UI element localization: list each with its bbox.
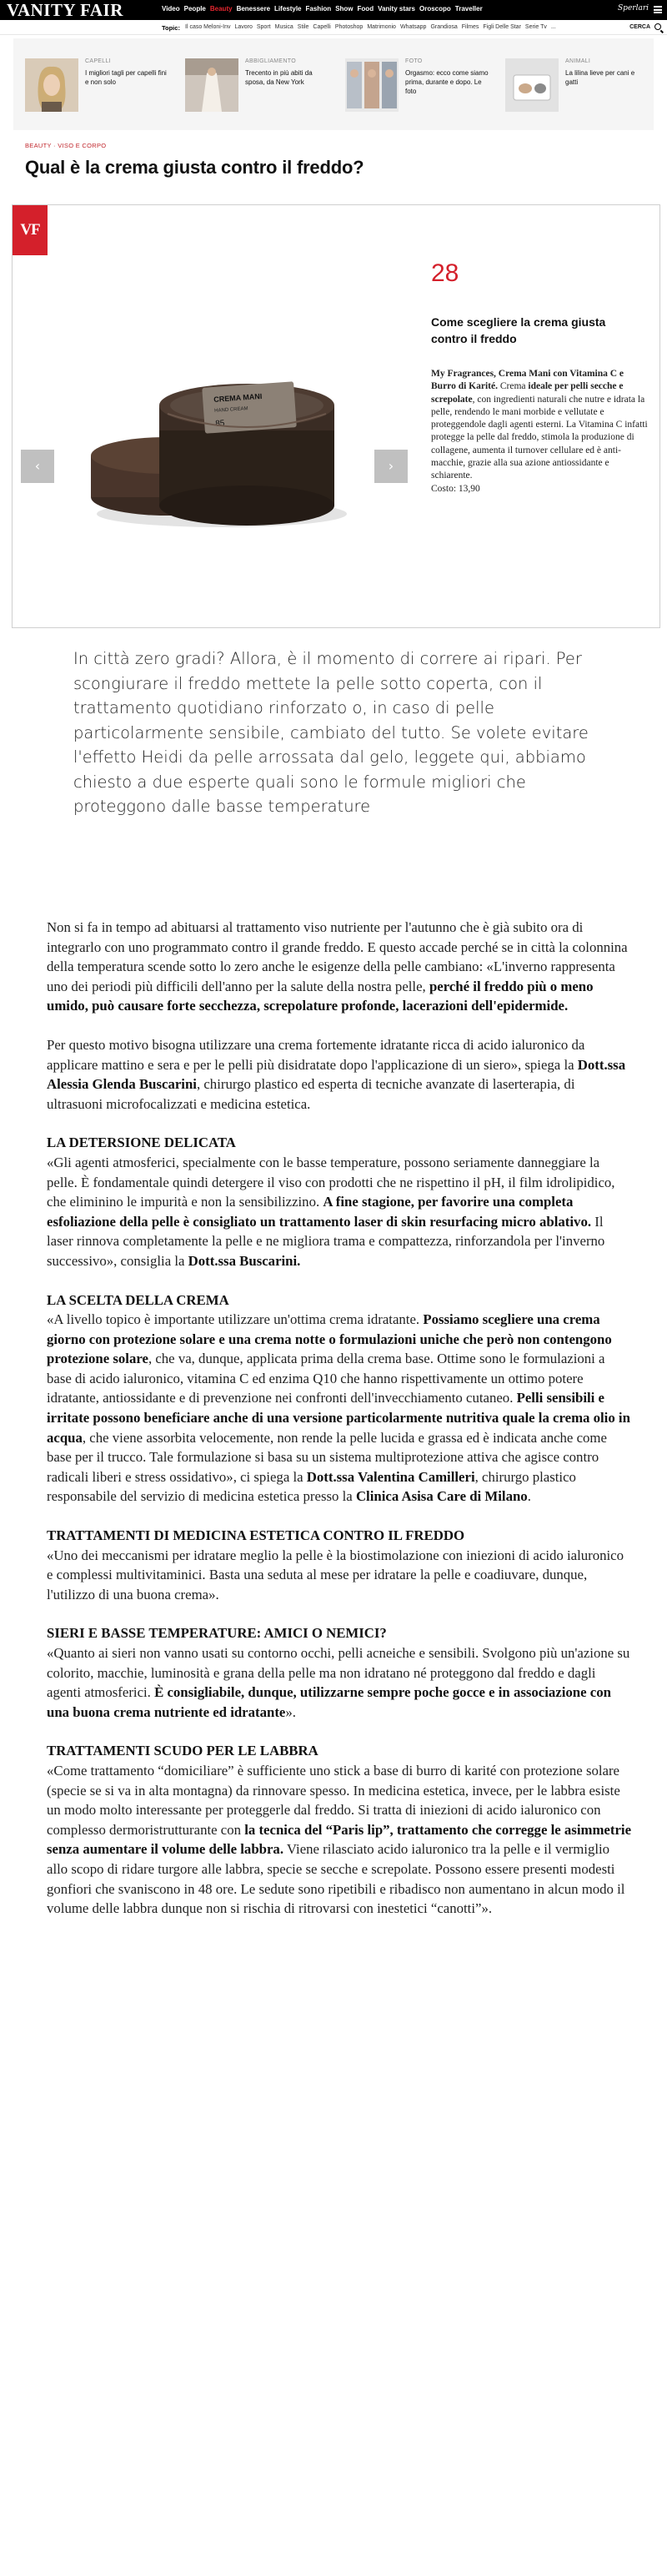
- slide-description: [431, 368, 649, 496]
- site-logo[interactable]: VANITY FAIR: [7, 0, 123, 20]
- topic-link[interactable]: Sport: [256, 24, 271, 30]
- slide-desc-text: , con ingredienti naturali che nutre e idrata la pelle, rendendo le mani morbide e vellutate e proteggendole dagli agenti esterni. La Vitamina C infatti protegge la pelle dal freddo, stimola la produzione di collagene, aumenta il turnover cellulare ed è anti-macchie, grazie alla sua azione antiossidante e schiarente.: [431, 394, 648, 481]
- nav-item-video[interactable]: Video: [162, 5, 180, 13]
- nav-item-beauty[interactable]: Beauty: [209, 5, 233, 13]
- topic-link[interactable]: Il caso Meloni-Inv: [185, 24, 231, 30]
- body-text: .: [527, 1488, 531, 1505]
- gallery-prev-button[interactable]: [21, 450, 54, 483]
- topic-link[interactable]: Grandiosa: [430, 24, 458, 30]
- teaser-category: FOTO: [405, 58, 423, 64]
- body-highlight: Possiamo scegliere una crema giorno con protezione solare e una crema notte o formulazioni uniche che però non contengono protezione solare: [47, 1311, 612, 1367]
- nav-item-benessere[interactable]: Benessere: [236, 5, 271, 13]
- topic-link[interactable]: Photoshop: [334, 24, 364, 30]
- section-heading: LA SCELTA DELLA CREMA: [47, 1291, 229, 1308]
- body-highlight: la tecnica del “Paris lip”, trattamento che corregge le asimmetrie senza aumentare il volume delle labbra.: [47, 1821, 632, 1858]
- breadcrumb[interactable]: BEAUTY · VISO E CORPO: [25, 142, 107, 149]
- topics-list: [185, 24, 556, 30]
- body-paragraph: [47, 1035, 632, 1114]
- section-heading: TRATTAMENTI DI MEDICINA ESTETICA CONTRO IL FREDDO: [47, 1527, 465, 1544]
- body-text: , chirurgo plastico ed esperta di tecniche avanzate di laserterapia, di ultrasuoni microfocalizzati e medicina estetica.: [47, 1076, 575, 1112]
- topic-link[interactable]: Serie Tv: [524, 24, 547, 30]
- body-text: Non si fa in tempo ad abituarsi al trattamento viso nutriente per l'autunno che è già subito ora di integrarlo con uno programmato contro il grande freddo. E questo accade perché se in città la colonnina della temperatura scende sotto lo zero anche le esigenze della pelle cambiano: «L'inverno rappresenta uno dei periodi più difficili dell'anno per la salute della nostra pelle,: [47, 919, 628, 994]
- nav-item-oroscopo[interactable]: Oroscopo: [419, 5, 451, 13]
- hamburger-menu-icon[interactable]: [654, 6, 662, 13]
- product-label-text: 85: [214, 419, 225, 429]
- clinic-name: Clinica Asisa Care di Milano: [355, 1488, 528, 1505]
- teaser-title[interactable]: I migliori tagli per capelli fini e non solo: [85, 69, 167, 86]
- topic-link[interactable]: Musica: [274, 24, 293, 30]
- topics-bar: [0, 20, 667, 35]
- expert-name: Dott.ssa Valentina Camilleri: [306, 1468, 475, 1485]
- nav-item-traveller[interactable]: Traveller: [454, 5, 483, 13]
- topics-label: Topic:: [162, 24, 180, 32]
- slide-title: Come scegliere la crema giusta contro il freddo: [431, 315, 606, 345]
- nav-item-vanity-stars[interactable]: Vanity stars: [378, 5, 415, 13]
- body-text: ».: [285, 1703, 296, 1720]
- teaser-card[interactable]: [13, 57, 173, 112]
- body-text: «Come trattamento “domiciliare” è sufficiente uno stick a base di burro di karité con protezione solare (specie se si va in alta montagna) da rinnovare spesso. In medicina estetica, invece, per le labbra esiste un modo molto interessante per proteggerle dal freddo. Si tratta di iniezioni di acido ialuronico con complesso dermoristrutturante con: [47, 1762, 620, 1838]
- gallery-product-image[interactable]: [43, 247, 409, 597]
- topic-link[interactable]: Matrimonio: [367, 24, 396, 30]
- section-heading: SIERI E BASSE TEMPERATURE: AMICI O NEMICI?: [47, 1625, 387, 1642]
- expert-name: Dott.ssa Buscarini.: [188, 1252, 301, 1269]
- chevron-right-icon: ›: [388, 458, 394, 474]
- body-paragraph: [47, 1643, 632, 1722]
- slide-number: 28: [431, 259, 459, 287]
- teaser-thumbnail[interactable]: [345, 58, 399, 112]
- body-highlight: È consigliabile, dunque, utilizzarne sempre poche gocce e in associazione con una buona crema nutriente ed idratante: [47, 1684, 611, 1720]
- teaser-card[interactable]: [334, 57, 494, 112]
- topic-link[interactable]: Lavoro: [234, 24, 253, 30]
- slide-price: Costo: 13,90: [431, 483, 480, 494]
- teaser-category: ABBIGLIAMENTO: [245, 58, 296, 64]
- body-paragraph: [47, 1153, 632, 1271]
- teaser-title[interactable]: Orgasmo: ecco come siamo prima, durante e dopo. Le foto: [405, 69, 489, 95]
- section-heading: TRATTAMENTI SCUDO PER LE LABBRA: [47, 1743, 318, 1759]
- nav-item-show[interactable]: Show: [335, 5, 354, 13]
- body-text: «A livello topico è importante utilizzare un'ottima crema idratante.: [47, 1311, 424, 1328]
- product-label-text: HAND CREAM: [214, 406, 248, 414]
- article-body: [47, 918, 632, 1938]
- top-nav-bar: [0, 0, 667, 20]
- teaser-category: CAPELLI: [85, 58, 111, 64]
- page-title: Qual è la crema giusta contro il freddo?: [25, 157, 364, 178]
- teaser-category: ANIMALI: [565, 58, 591, 64]
- gallery-next-button[interactable]: [374, 450, 408, 483]
- slide-desc-product: My Fragrances, Crema Mani con Vitamina C e Burro di Karité.: [431, 369, 624, 392]
- body-highlight: Pelli sensibili e irritate possono beneficiare anche di una versione particolarmente nutritiva quale la crema olio in acqua: [47, 1390, 630, 1446]
- body-highlight: perché il freddo più o meno umido, può causare forte secchezza, screpolature profonde, lacerazioni dell'epidermide.: [47, 978, 594, 1014]
- topic-link[interactable]: Whatsapp: [399, 24, 427, 30]
- teaser-thumbnail[interactable]: [25, 58, 78, 112]
- teaser-thumbnail[interactable]: [505, 58, 559, 112]
- nav-item-food[interactable]: Food: [357, 5, 374, 13]
- body-paragraph: [47, 1761, 632, 1919]
- teaser-card[interactable]: [494, 57, 654, 112]
- body-text: «Quanto ai sieri non vanno usati su contorno occhi, pelli acneiche e sensibili. Svolgono più un'azione su colorito, macchie, luminosità e grana della pelle ma non idratano né proteggono dal freddo e dagli agenti atmosferici.: [47, 1645, 630, 1701]
- body-paragraph: «Uno dei meccanismi per idratare meglio la pelle è la biostimolazione con iniezioni di acido ialuronico e complessi multivitaminici. Basta una seduta al mese per idratare la pelle e coadiuvare, dunque, l'utilizzo di una buona crema».: [47, 1547, 624, 1602]
- body-text: «Gli agenti atmosferici, specialmente con le basse temperature, possono seriamente danneggiare la pelle. È fondamentale quindi detergere il viso con prodotti che ne rispettino il pH, il film idrolipidico, che eliminino le impurità e non la sensibilizzino.: [47, 1154, 615, 1210]
- related-teasers-strip: [13, 38, 654, 130]
- product-label-text: CREMA MANI: [213, 391, 263, 404]
- topic-link[interactable]: Stile: [297, 24, 309, 30]
- search-label[interactable]: CERCA: [629, 24, 650, 30]
- nav-item-lifestyle[interactable]: Lifestyle: [274, 5, 302, 13]
- nav-item-people[interactable]: People: [183, 5, 206, 13]
- body-paragraph: [47, 1310, 632, 1507]
- nav-item-fashion[interactable]: Fashion: [305, 5, 332, 13]
- body-text: Viene rilasciato acido ialuronico tra la pelle e il vermiglio allo scopo di ridare turgore alle labbra, specie se secche e screpolate. Possono essere presenti modesti gonfiori che svaniscono in 48 ore. Le sedute sono ripetibili e ribadisco non aumentano in alcun modo il volume delle labbra dunque non si rischia di ritrovarsi con inestetici “canotti”».: [47, 1841, 625, 1917]
- teaser-title[interactable]: Trecento in più abiti da sposa, da New York: [245, 69, 313, 86]
- topic-link[interactable]: Figli Delle Star: [483, 24, 521, 30]
- expert-name: Dott.ssa Alessia Glenda Buscarini: [47, 1056, 626, 1093]
- chevron-left-icon: ‹: [34, 458, 41, 474]
- topic-more[interactable]: ...: [550, 24, 556, 30]
- teaser-title[interactable]: La lilina lieve per cani e gatti: [565, 69, 635, 86]
- teaser-card[interactable]: [173, 57, 334, 112]
- body-text: , che viene assorbita velocemente, non rende la pelle lucida e grassa ed è indicata anche come base per il trucco. Tale formulazione si basa su un sistema multiprotezione attiva che agisce contro radicali liberi e stress ossidativo», ci spiega la: [47, 1429, 607, 1485]
- slide-desc-highlight: ideale per pelli secche e screpolate: [431, 381, 624, 405]
- topic-link[interactable]: Capelli: [313, 24, 331, 30]
- body-text: Il laser rinnova completamente la pelle e ne migliora trama e compattezza, rinforzandola per l'inverno successivo», consiglia la: [47, 1213, 605, 1269]
- photo-gallery: [12, 204, 660, 628]
- body-text: , chirurgo plastico responsabile del servizio di medicina estetica presso la: [47, 1468, 576, 1505]
- section-heading: LA DETERSIONE DELICATA: [47, 1135, 236, 1151]
- search-icon[interactable]: [654, 23, 661, 30]
- slide-desc-text: Crema: [497, 381, 529, 392]
- body-text: Per questo motivo bisogna utilizzare una crema fortemente idratante ricca di acido ialuronico da applicare mattino e sera e per le pelli più disidratate dopo l'applicazione di un siero», spiega la: [47, 1036, 585, 1073]
- body-paragraph: [47, 918, 632, 1016]
- body-highlight: A fine stagione, per favorire una completa esfoliazione della pelle è consigliato un trattamento laser di skin resurfacing micro ablativo.: [47, 1194, 592, 1230]
- main-nav: [162, 5, 483, 13]
- vf-badge-logo: VF: [13, 205, 48, 255]
- topic-link[interactable]: Filmes: [461, 24, 479, 30]
- sponsor-logo[interactable]: Sperlari: [618, 4, 649, 13]
- article-lead: In città zero gradi? Allora, è il momento di correre ai ripari. Per scongiurare il freddo mettete la pelle sotto coperta, con il trattamento quotidiano rinforzato o, in caso di pelle particolarmente sensibile, cambiato del tutto. Se volete evitare l'effetto Heidi da pelle arrossata dal gelo, leggete qui, abbiamo chiesto a due esperte quali sono le formule migliori che proteggono dalle basse temperature: [73, 649, 589, 816]
- body-text: , che va, dunque, applicata prima della crema base. Ottime sono le formulazioni a base di acido ialuronico, vitamina C ed enzima Q10 che hanno rispettivamente un ottimo potere idratante, antiossidante e di prevenzione nei confronti dell'invecchiamento cutaneo.: [47, 1351, 605, 1406]
- teaser-thumbnail[interactable]: [185, 58, 238, 112]
